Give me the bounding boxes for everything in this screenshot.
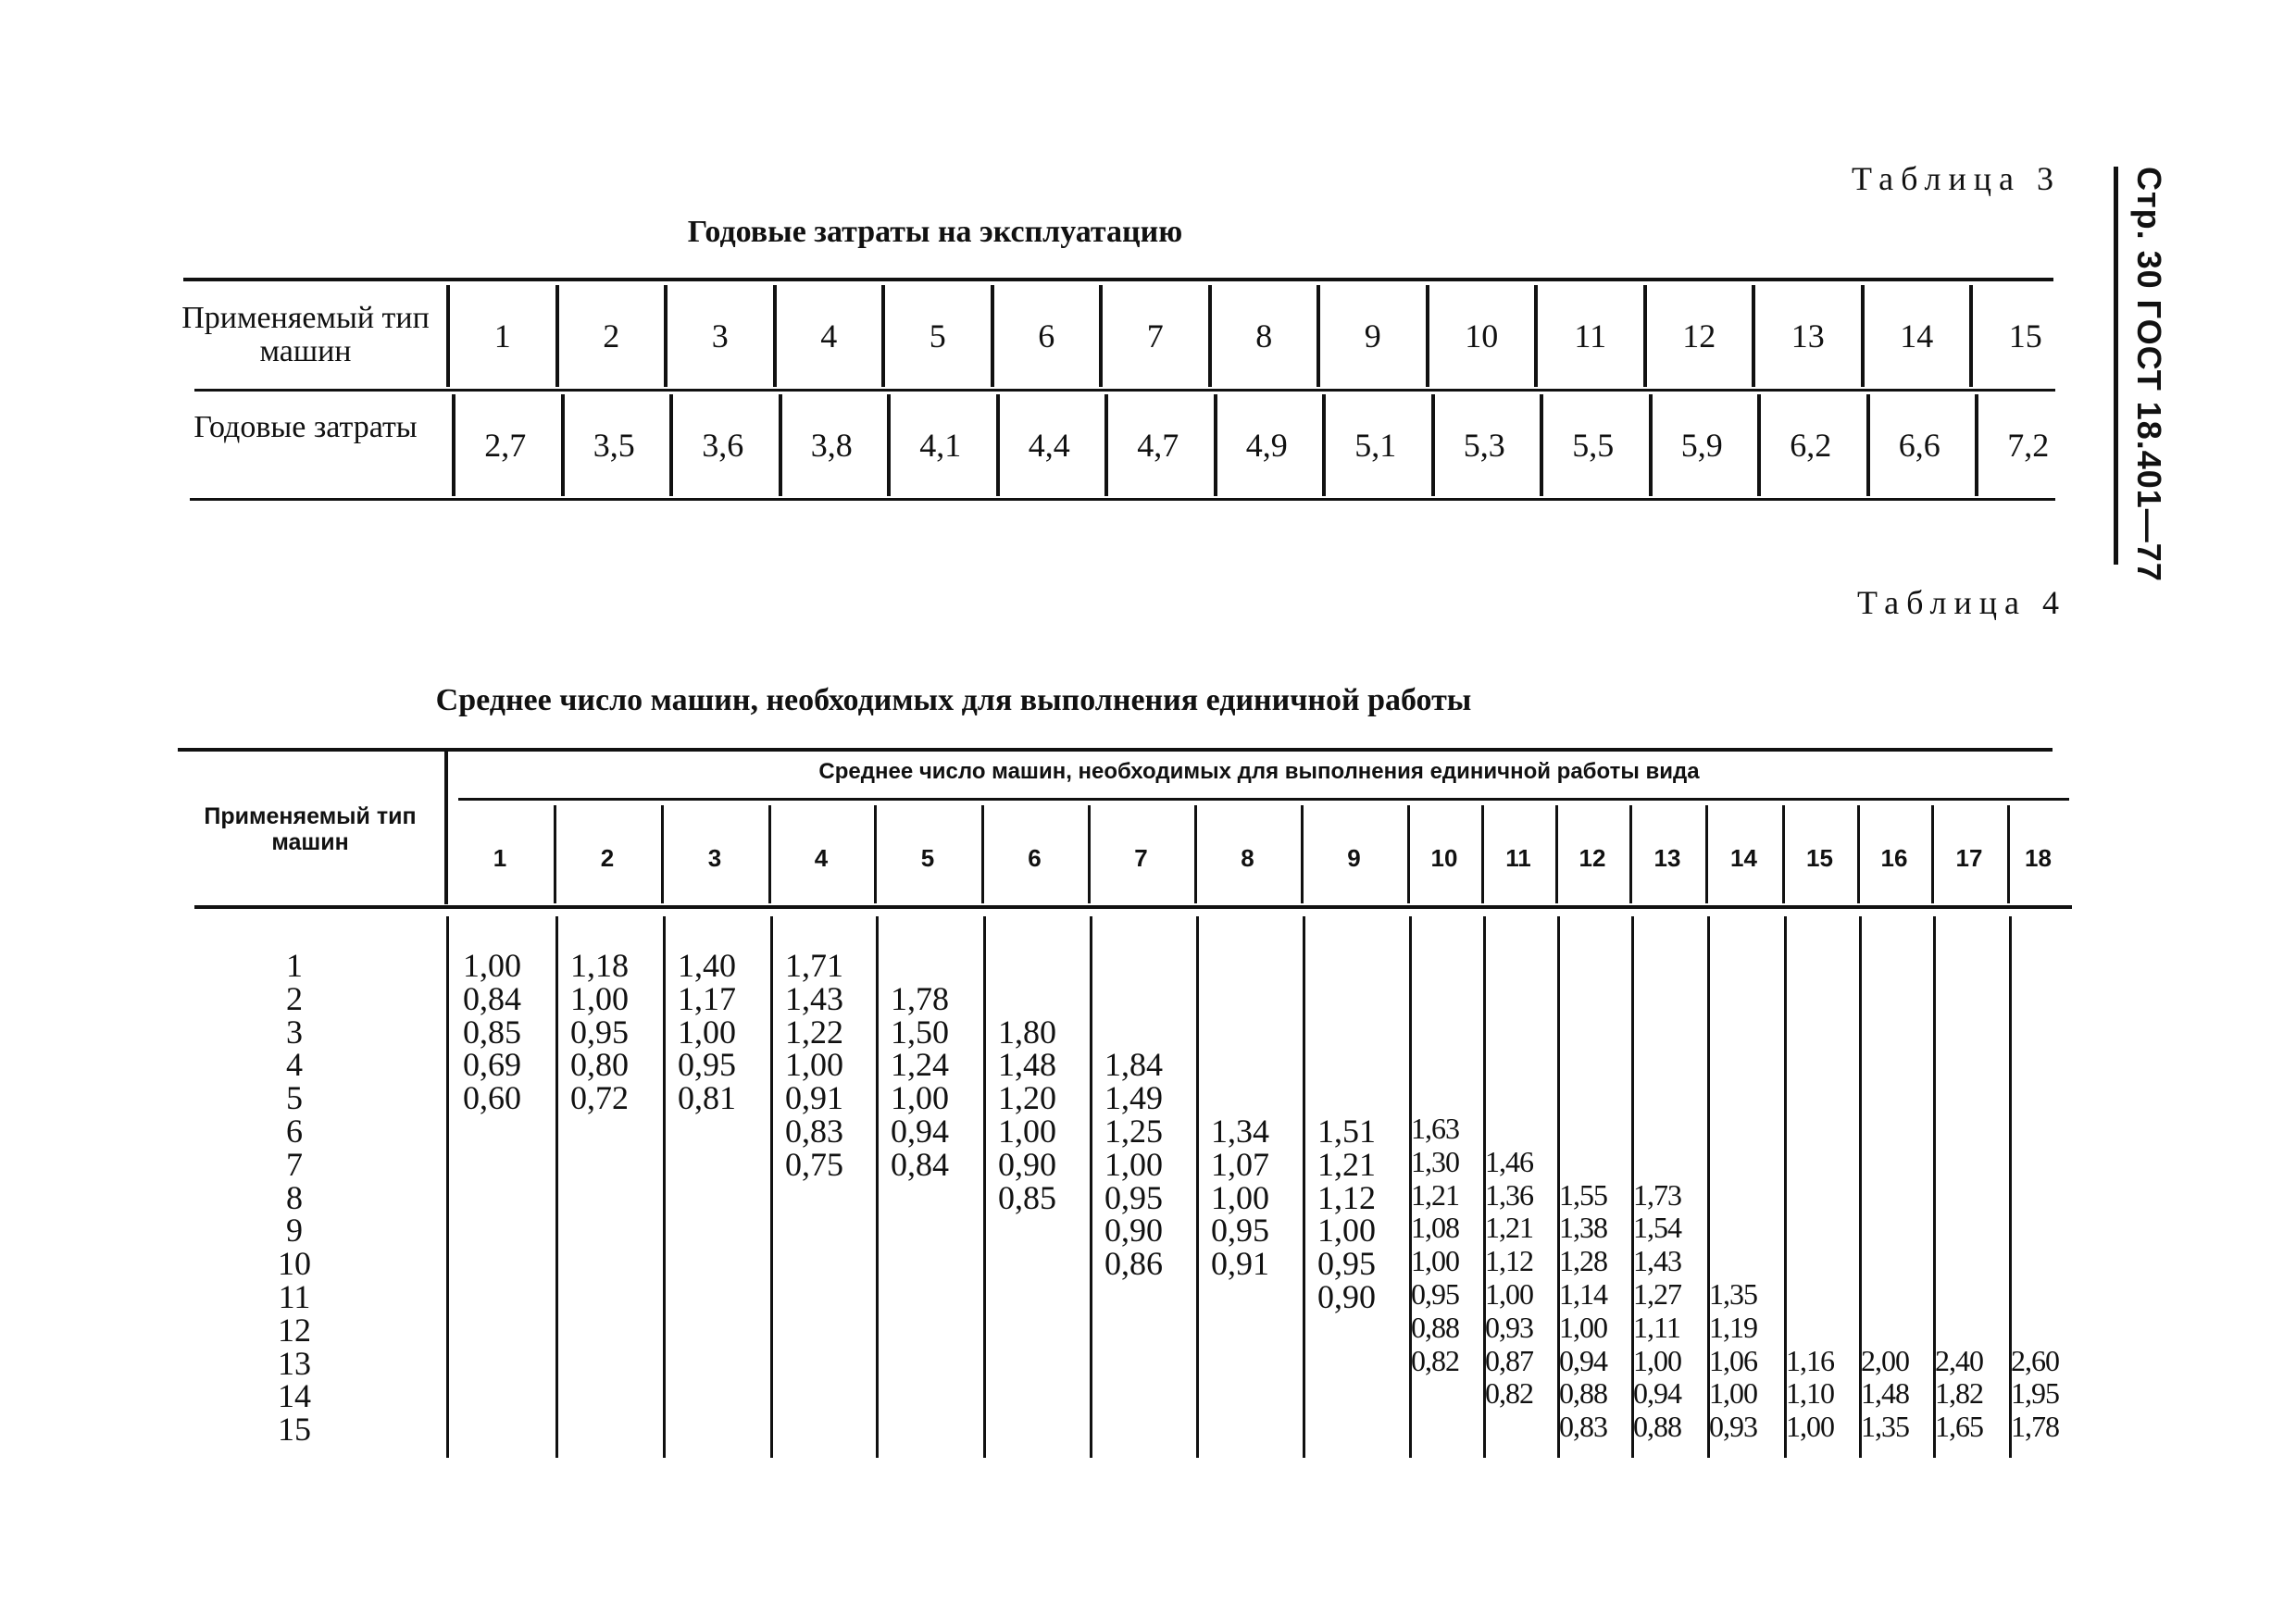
table4-value: 1,84 (1104, 1046, 1163, 1084)
table4-header-col-divider (1407, 805, 1410, 903)
table4-value: 1,00 (1633, 1343, 1681, 1377)
table4-value: 0,90 (1317, 1278, 1376, 1315)
table4-header-col-divider (1194, 805, 1197, 903)
table4-value: 1,38 (1559, 1211, 1607, 1245)
table4-value: 1,54 (1633, 1211, 1681, 1245)
table4-value: 1,00 (678, 1013, 736, 1051)
table4-header-col-divider (1931, 805, 1934, 903)
table4-col-header: 11 (1505, 844, 1531, 872)
table4-body-col-divider (446, 916, 449, 1458)
table4-value: 1,40 (678, 947, 736, 984)
table4-value: 0,94 (891, 1113, 949, 1150)
table3-mid-rule (194, 389, 2055, 392)
table3-type-cell: 12 (1682, 317, 1716, 354)
table4-value: 1,20 (998, 1079, 1056, 1117)
table3-title: Годовые затраты на эксплуатацию (687, 215, 1183, 249)
table4-value: 0,75 (785, 1145, 843, 1183)
table4-value: 1,48 (1861, 1376, 1909, 1411)
table3-bottom-rule (190, 498, 2055, 501)
table3-cost-cell: 4,7 (1137, 427, 1179, 464)
table4-value: 1,25 (1104, 1113, 1163, 1150)
table4-col-header: 12 (1578, 844, 1606, 872)
table4-col-header: 6 (1028, 844, 1042, 872)
table4-value: 1,35 (1709, 1277, 1757, 1311)
table3-cost-cell: 6,2 (1790, 427, 1832, 464)
table4-value: 1,00 (463, 947, 521, 984)
table4-value: 1,43 (1633, 1244, 1681, 1278)
table3-type-cell: 7 (1146, 317, 1164, 354)
table3-cost-cell: 5,5 (1572, 427, 1615, 464)
table3-type-cell: 5 (929, 317, 946, 354)
table4-value: 1,17 (678, 979, 736, 1017)
table4-row-number: 8 (286, 1178, 303, 1216)
table3-type-cell: 9 (1364, 317, 1381, 354)
table4-value: 0,93 (1485, 1310, 1533, 1344)
table3-label: Таблица 3 (1852, 160, 2061, 197)
table4-value: 0,86 (1104, 1245, 1163, 1283)
table4-value: 1,00 (1786, 1410, 1834, 1444)
table3-type-header: Применяемый тип машин (181, 301, 430, 368)
table4-col-header: 2 (600, 844, 615, 872)
table4-value: 0,83 (785, 1113, 843, 1150)
table4-value: 0,85 (463, 1013, 521, 1051)
table4-row-number: 2 (286, 979, 303, 1017)
table4-value: 0,95 (1411, 1277, 1459, 1311)
table4-row-number: 1 (286, 947, 303, 984)
table3-cost-cell: 4,1 (919, 427, 962, 464)
table4-header-col-divider (1088, 805, 1091, 903)
table4-value: 1,00 (1411, 1244, 1459, 1278)
table4-value: 1,00 (891, 1079, 949, 1117)
table4-col-header: 7 (1134, 844, 1148, 872)
table4-value: 1,11 (1633, 1310, 1680, 1344)
table4-value: 1,49 (1104, 1079, 1163, 1117)
table4-header-col-divider (981, 805, 984, 903)
table4-col-header: 9 (1347, 844, 1361, 872)
table4-row-number: 11 (278, 1278, 311, 1315)
table4-col-header: 5 (920, 844, 935, 872)
table4-header-col-divider (874, 805, 877, 903)
side-page-header (2114, 167, 2174, 582)
table4-value: 2,60 (2011, 1343, 2059, 1377)
table4-value: 0,94 (1559, 1343, 1607, 1377)
table4-value: 1,00 (570, 979, 629, 1017)
table3-type-cell: 1 (493, 317, 511, 354)
table4-value: 0,91 (1211, 1245, 1269, 1283)
table4-value: 0,88 (1633, 1410, 1681, 1444)
table3-cost-cell: 5,3 (1463, 427, 1505, 464)
table4-header-col-divider (1629, 805, 1632, 903)
table3-cost-cell: 6,6 (1898, 427, 1940, 464)
table4-value: 1,71 (785, 947, 843, 984)
side-page-header-text: Стр. 30 ГОСТ 18.401—77 (2130, 167, 2168, 582)
table4-value: 0,87 (1485, 1343, 1533, 1377)
table4-value: 1,24 (891, 1046, 949, 1084)
table4-value: 1,21 (1411, 1177, 1459, 1212)
table3-cost-cell: 3,5 (593, 427, 635, 464)
table3-type-cell: 15 (2008, 317, 2042, 354)
table4-value: 1,19 (1709, 1310, 1757, 1344)
table4-body-col-divider (663, 916, 666, 1458)
table4-value: 1,08 (1411, 1211, 1459, 1245)
table3-cost-cell: 5,9 (1680, 427, 1723, 464)
table4-value: 0,88 (1559, 1376, 1607, 1411)
table3-cost-cell: 7,2 (2007, 427, 2050, 464)
table4-col-header: 1 (493, 844, 507, 872)
table4-header-col-divider (768, 805, 771, 903)
table3-type-cell: 6 (1038, 317, 1055, 354)
table4-value: 1,28 (1559, 1244, 1607, 1278)
table4-value: 1,00 (1559, 1310, 1607, 1344)
table4-value: 1,14 (1559, 1277, 1607, 1311)
table4-value: 1,06 (1709, 1343, 1757, 1377)
table3-type-cell: 4 (820, 317, 838, 354)
table4-row-number: 4 (286, 1046, 303, 1084)
table4-value: 0,85 (998, 1178, 1056, 1216)
table4-value: 1,12 (1485, 1244, 1533, 1278)
table4-header-col-divider (661, 805, 664, 903)
table4-header-col-divider (1782, 805, 1785, 903)
table4-col-header: 8 (1241, 844, 1254, 872)
table4-value: 1,18 (570, 947, 629, 984)
table3-type-cell: 2 (603, 317, 620, 354)
table4-value: 1,10 (1786, 1376, 1834, 1411)
table4-top-rule (178, 748, 2053, 752)
table4-value: 0,90 (1104, 1212, 1163, 1250)
table3-type-cell: 13 (1791, 317, 1825, 354)
table4-row-number: 5 (286, 1079, 303, 1117)
table4-row-number: 3 (286, 1013, 303, 1051)
table4-type-header: Применяемый тип машин (204, 803, 417, 855)
table4-header-rule (194, 905, 2072, 909)
table4-value: 1,82 (1935, 1376, 1983, 1411)
table3-type-cell: 14 (1900, 317, 1934, 354)
table4-col-header: 14 (1730, 844, 1757, 872)
table4-value: 1,43 (785, 979, 843, 1017)
table4-value: 0,60 (463, 1079, 521, 1117)
table4-value: 1,55 (1559, 1177, 1607, 1212)
table4-value: 1,21 (1317, 1145, 1376, 1183)
table4-col-header: 10 (1430, 844, 1458, 872)
table4-value: 1,34 (1211, 1113, 1269, 1150)
table4-value: 1,78 (2011, 1410, 2059, 1444)
table4-value: 0,95 (1211, 1212, 1269, 1250)
table3-cost-cell: 2,7 (484, 427, 527, 464)
table3-type-cell: 8 (1255, 317, 1273, 354)
table3-cost-cell: 4,4 (1028, 427, 1070, 464)
table4-title: Среднее число машин, необходимых для выполнения единичной работы (435, 683, 1472, 717)
table4-value: 1,00 (998, 1113, 1056, 1150)
table3-cost-cell: 3,6 (702, 427, 744, 464)
table4-col-header: 3 (707, 844, 722, 872)
table4-value: 1,35 (1861, 1410, 1909, 1444)
table4-value: 0,91 (785, 1079, 843, 1117)
table4-value: 1,00 (1211, 1178, 1269, 1216)
table4-value: 0,93 (1709, 1410, 1757, 1444)
table4-body-col-divider (876, 916, 879, 1458)
table4-value: 1,12 (1317, 1178, 1376, 1216)
table4-body-col-divider (1196, 916, 1199, 1458)
table3-type-cell: 11 (1574, 317, 1607, 354)
table4-value: 1,07 (1211, 1145, 1269, 1183)
table4-value: 1,30 (1411, 1144, 1459, 1178)
table4-value: 0,88 (1411, 1310, 1459, 1344)
table4-value: 2,00 (1861, 1343, 1909, 1377)
table4-body-col-divider (1303, 916, 1305, 1458)
table4-span-rule (458, 798, 2069, 801)
table4-value: 1,65 (1935, 1410, 1983, 1444)
table4-value: 1,48 (998, 1046, 1056, 1084)
table4-value: 0,72 (570, 1079, 629, 1117)
table4-row-number: 10 (278, 1245, 311, 1283)
table4-value: 1,78 (891, 979, 949, 1017)
table3-top-rule (183, 278, 2053, 281)
table3-cost-cell: 5,1 (1354, 427, 1397, 464)
table4-header-col-divider (1481, 805, 1484, 903)
table3-type-cell: 3 (711, 317, 729, 354)
table4-value: 1,73 (1633, 1177, 1681, 1212)
table4-value: 0,82 (1485, 1376, 1533, 1411)
table3-cost-cell: 3,8 (810, 427, 853, 464)
table4-value: 0,80 (570, 1046, 629, 1084)
table4-value: 0,83 (1559, 1410, 1607, 1444)
table4-row-number: 14 (278, 1377, 311, 1415)
table4-row-number: 12 (278, 1311, 311, 1349)
table4-value: 1,95 (2011, 1376, 2059, 1411)
table4-value: 1,50 (891, 1013, 949, 1051)
table4-header-col-divider (2007, 805, 2010, 903)
table4-value: 1,63 (1411, 1112, 1459, 1145)
table4-body-col-divider (555, 916, 558, 1458)
table4-value: 1,16 (1786, 1343, 1834, 1377)
table4-value: 0,94 (1633, 1376, 1681, 1411)
table4-value: 0,95 (678, 1046, 736, 1084)
table4-value: 0,95 (1104, 1178, 1163, 1216)
table4-value: 1,46 (1485, 1144, 1533, 1178)
table4-value: 0,69 (463, 1046, 521, 1084)
table4-header-col-divider (1301, 805, 1304, 903)
table4-value: 0,84 (891, 1145, 949, 1183)
table4-col-header: 4 (814, 844, 829, 872)
table4-header-divider (444, 752, 448, 904)
table4-body-col-divider (770, 916, 773, 1458)
table4-value: 0,81 (678, 1079, 736, 1117)
table4-value: 0,95 (1317, 1245, 1376, 1283)
table4-value: 1,00 (785, 1046, 843, 1084)
table4-row-number: 9 (286, 1212, 303, 1250)
table3-cost-header: Годовые затраты (193, 410, 418, 444)
table4-value: 0,84 (463, 979, 521, 1017)
table4-header-col-divider (1555, 805, 1558, 903)
table4-header-col-divider (1705, 805, 1708, 903)
table4-value: 0,95 (570, 1013, 629, 1051)
table4-row-number: 15 (278, 1411, 311, 1449)
table4-col-header: 16 (1880, 844, 1908, 872)
table4-col-header: 17 (1955, 844, 1983, 872)
table4-value: 2,40 (1935, 1343, 1983, 1377)
table4-value: 1,80 (998, 1013, 1056, 1051)
table4-value: 1,36 (1485, 1177, 1533, 1212)
table4-row-number: 6 (286, 1113, 303, 1150)
table3-type-cell: 10 (1465, 317, 1499, 354)
table4-label: Таблица 4 (1857, 584, 2066, 621)
table4-value: 0,82 (1411, 1343, 1459, 1377)
table4-body-col-divider (1090, 916, 1092, 1458)
table4-value: 1,00 (1317, 1212, 1376, 1250)
table4-span-header: Среднее число машин, необходимых для выполнения единичной работы вида (818, 759, 1700, 784)
table4-value: 1,22 (785, 1013, 843, 1051)
table4-col-header: 13 (1653, 844, 1681, 872)
table4-row-number: 7 (286, 1145, 303, 1183)
table4-value: 1,21 (1485, 1211, 1533, 1245)
table4-value: 1,00 (1709, 1376, 1757, 1411)
table4-col-header: 15 (1806, 844, 1833, 872)
table4-header-col-divider (554, 805, 556, 903)
table4-value: 1,00 (1485, 1277, 1533, 1311)
table4-header-col-divider (1857, 805, 1860, 903)
table4-value: 0,90 (998, 1145, 1056, 1183)
table4-body-col-divider (983, 916, 986, 1458)
table4-row-number: 13 (278, 1344, 311, 1382)
table4-col-header: 18 (2025, 844, 2052, 872)
table3-cost-cell: 4,9 (1245, 427, 1288, 464)
table4-value: 1,00 (1104, 1145, 1163, 1183)
table4-value: 1,27 (1633, 1277, 1681, 1311)
table4-value: 1,51 (1317, 1113, 1376, 1150)
